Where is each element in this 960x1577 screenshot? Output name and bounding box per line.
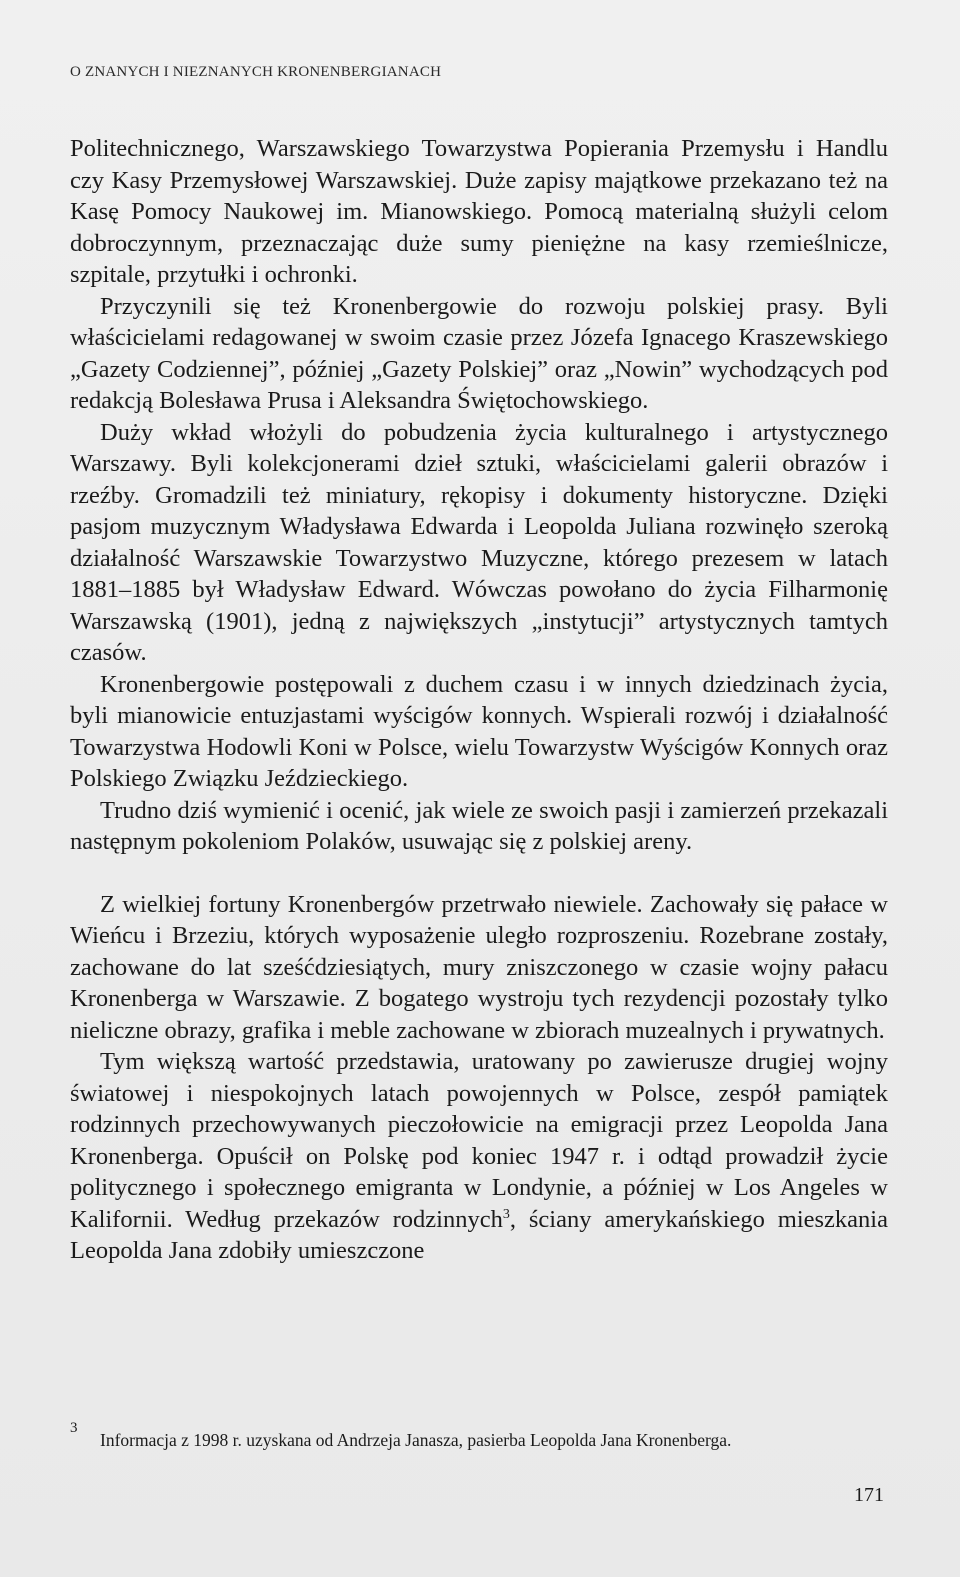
paragraph-7-text: Tym większą wartość przedstawia, uratowany po zawierusze drugiej wojny światowej i niespokojnych latach powojennych w Polsce, zespół pamiątek rodzinnych przechowywanych pieczołowicie na emigracji przez Leopolda Jana Kronenberga. Opuścił on Polskę pod koniec 1947 r. i odtąd prowadził życie politycznego i społecznego emigranta w Londynie, a później w Los Angeles w Kalifornii. Według przekazów rodzinnych <box>70 1048 888 1233</box>
footnote-text: Informacja z 1998 r. uzyskana od Andrzeja Janasza, pasierba Leopolda Jana Kronenberga. <box>100 1430 732 1450</box>
paragraph-4: Kronenbergowie postępowali z duchem czasu i w innych dziedzinach życia, byli mianowicie entuzjastami wyścigów konnych. Wspierali rozwój i działalność Towarzystwa Hodowli Koni w Polsce, wielu Towarzystw Wyścigów Konnych oraz Polskiego Związku Jeździeckiego. <box>70 670 888 792</box>
paragraph-5: Trudno dziś wymienić i ocenić, jak wiele ze swoich pasji i zamierzeń przekazali następnym pokoleniom Polaków, usuwając się z polskiej areny. <box>70 796 888 855</box>
paragraph-3: Duży wkład włożyli do pobudzenia życia kulturalnego i artystycznego Warszawy. Byli kolekcjonerami dzieł sztuki, właścicielami galerii obrazów i rzeźby. Gromadzili też miniatury, rękopisy i dokumenty historyczne. Dzięki pasjom muzycznym Władysława Edwarda i Leopolda Juliana rozwinęło szeroką działalność Warszawskie Towarzystwo Muzyczne, którego prezesem w latach 1881–1885 był Władysław Edward. Wówczas powołano do życia Filharmonię Warszawską (1901), jedną z największych „instytucji” artystycznych tamtych czasów. <box>70 418 888 666</box>
running-head: O ZNANYCH I NIEZNANYCH KRONENBERGIANACH <box>70 64 442 80</box>
paragraph-7-continuation: , ściany amerykańskiego mieszkania Leopolda Jana zdobiły umieszczone <box>70 1205 888 1264</box>
paragraph-7 <box>70 1046 888 1267</box>
section-gap <box>70 858 888 889</box>
paragraph-6: Z wielkiej fortuny Kronenbergów przetrwało niewiele. Zachowały się pałace w Wieńcu i Brzeziu, których wyposażenie uległo rozproszeniu. Rozebrane zostały, zachowane do lat sześćdziesiątych, mury zniszczonego w czasie wojny pałacu Kronenberga w Warszawie. Z bogatego wystroju tych rezydencji pozostały tylko nieliczne obrazy, grafika i meble zachowane w zbiorach muzealnych i prywatnych. <box>70 890 888 1044</box>
footnote-reference[interactable]: 3 <box>502 1206 510 1222</box>
paragraph-1: Politechnicznego, Warszawskiego Towarzystwa Popierania Przemysłu i Handlu czy Kasy Przemysłowej Warszawskiej. Duże zapisy majątkowe przekazano też na Kasę Pomocy Naukowej im. Mianowskiego. Pomocą materialną służyli celom dobroczynnym, przeznaczając duże sumy pieniężne na kasy rzemieślnicze, szpitale, przytułki i ochronki. <box>70 135 888 288</box>
paragraph-2: Przyczynili się też Kronenbergowie do rozwoju polskiej prasy. Byli właścicielami redagowanej w swoim czasie przez Józefa Ignacego Kraszewskiego „Gazety Codziennej”, później „Gazety Polskiej” oraz „Nowin” wychodzących pod redakcją Bolesława Prusa i Aleksandra Świętochowskiego. <box>70 292 888 414</box>
footnote-number: 3 <box>70 1420 78 1436</box>
main-text <box>70 133 888 1267</box>
page-number: 171 <box>854 1484 884 1506</box>
